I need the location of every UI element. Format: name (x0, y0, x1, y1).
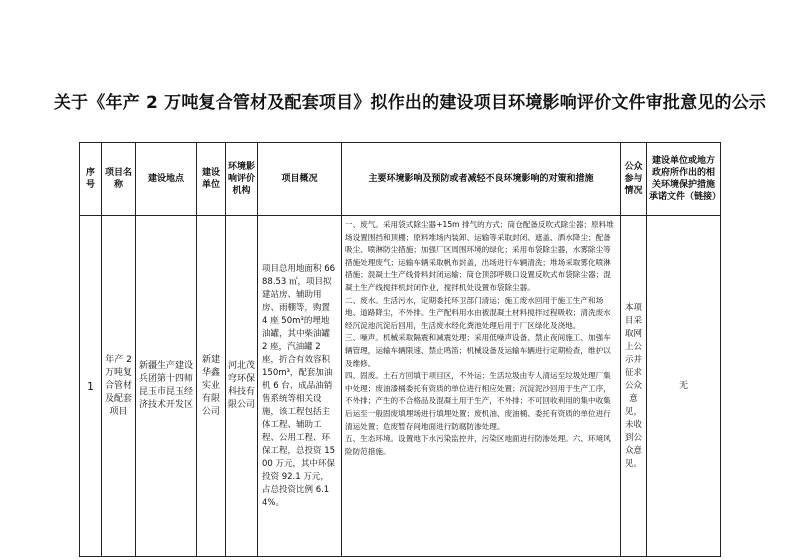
measure-noise: 三、噪声。机械采取隔震和减震处理；采用低噪声设备、禁止夜间施工、加强车辆管理，运输车辆限速、禁止鸣笛；机械设备及运输车辆进行定期检查，维护以及维修。 (345, 333, 611, 368)
row-location: 新疆生产建设兵团第十四师昆玉市昆玉经济技术开发区 (136, 216, 197, 557)
row-eia-agency: 河北茂穹环保科技有限公司 (226, 216, 258, 557)
header-row (80, 143, 721, 216)
page-title: 关于《年产 2 万吨复合管材及配套项目》拟作出的建设项目环境影响评价文件审批意见的公示 (53, 93, 767, 113)
row-construction-unit: 新建华鑫实业有限公司 (197, 216, 226, 557)
header-public-participation: 公众参与情况 (621, 143, 647, 216)
header-project-name: 项目名称 (102, 143, 136, 216)
measure-waste-gas: 一、废气。采用袋式除尘器+15m 排气的方式；筒仓配备反吹式除尘器；原料堆场设置围挡和顶棚；原料堆场内装卸、运输等采取封闭、遮盖、洒水降尘；配备吸尘、喷淋防尘措施；加强厂区周围环境的绿化；采用布袋除尘器，水雾除尘等措施处理废气；运输车辆采取帆布封盖，出场进行车辆清洗；堆场采取雾化喷淋措施；混凝土生产线骨料封闭运输；筒仓顶部呼吸口设置反吹式布袋除尘器；混凝土生产线搅拌机封闭作业，搅拌机处设置布袋除尘器。 (345, 220, 614, 292)
row-measures (342, 216, 621, 557)
header-project-summary: 项目概况 (258, 143, 342, 216)
row-project-name: 年产 2 万吨复合管材及配套项目 (102, 216, 136, 557)
header-seq: 序号 (80, 143, 102, 216)
measure-waste-water: 二、废水。生活污水，定期委托环卫部门清运；施工废水回用于施工生产和场地、道路降尘，不外排。生产配料用水由被混凝土材料搅拌过程吸收；清洗废水经沉淀池沉淀后回用，生活废水经化粪池处理后用于厂区绿化及浇地。 (345, 295, 611, 330)
header-eia-agency: 环境影响评价机构 (226, 143, 258, 216)
measure-ecology: 五、生态环境。设置地下水污染监控井，污染区地面进行防渗处理。六、环境风险防范措施。 (345, 434, 611, 456)
header-measures: 主要环境影响及预防或者减轻不良环境影响的对策和措施 (342, 143, 621, 216)
row-project-summary: 项目总用地面积 6688.53 ㎡，项目拟建站房、辅助用房、雨棚等，购置 4 座 50m³的埋地油罐，其中柴油罐 2 座，汽油罐 2 座，折合有效容积 150m³，配套加油机 6 台、成品油销售系统等相关设施，该工程包括主体工程、辅助工程、公用工程、环保工程，总投资 1500 万元，其中环保投资 92.1 万元，占总投资比例 6.14%。 (258, 216, 342, 557)
row-seq: 1 (80, 216, 102, 557)
approval-table (79, 142, 721, 557)
measure-solid-waste: 四、固废。土石方回填于项目区，不外运；生活垃圾由专人清运至垃圾处理厂集中处理；废油漆桶委托有资质的单位进行相应处置；沉淀泥沙回用于生产工序，不外排；产生的不合格品及混凝土用于生产，不外排；不可回收利用的集中收集后运至一般固废填埋场进行填埋处置；废机油、废油桶、委托有资质的单位进行清运处置；危废暂存间地面进行防腐防渗处理。 (345, 371, 611, 431)
table-row (80, 216, 721, 557)
header-location: 建设地点 (136, 143, 197, 216)
row-public-participation: 本项目采取网上公示并征求公众意见，未收到公众意见。 (621, 216, 647, 557)
header-construction-unit: 建设单位 (197, 143, 226, 216)
header-commitment: 建设单位或地方政府所作出的相关环境保护措施承诺文件（链接） (647, 143, 721, 216)
row-commitment: 无 (647, 216, 721, 557)
